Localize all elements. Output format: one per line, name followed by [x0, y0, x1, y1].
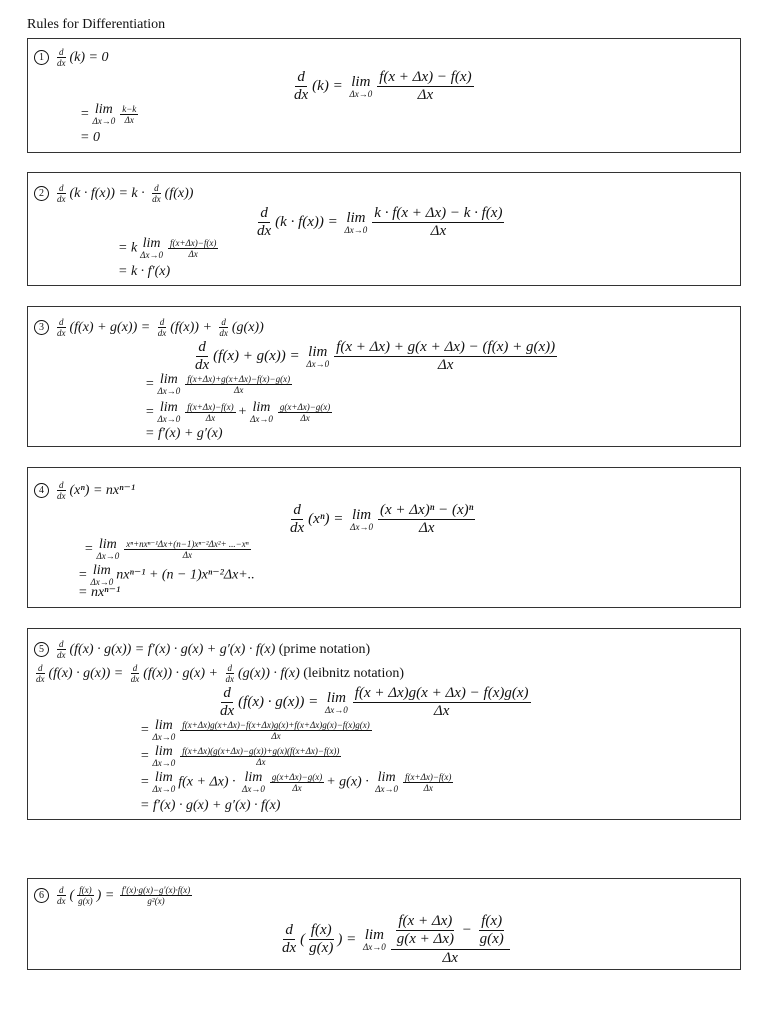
- rule-4-box: [27, 467, 741, 608]
- rule-2-statement: 2 $\frac{d}{dx}$ (k · f(x)) = k · $\frac{d}{dx}$ (f(x)): [34, 183, 193, 205]
- rule-5-definition: $\frac{d}{dx}$ (f(x) · g(x)) = lim Δx→0 $\frac{f(x + \Delta x)g(x + \Delta x) - f(x)g(x)}{\Delta x}$: [220, 685, 529, 720]
- rule-2-box: [27, 172, 741, 286]
- rule-4-step-1: = lim Δx→0 $\frac{\text{xⁿ+nxⁿ⁻¹Δx+(n−1)xⁿ⁻²Δx²+ ...−xⁿ}}{\Delta x}$: [84, 537, 249, 561]
- rule-3-step-2: = lim Δx→0 $\frac{f(x+\Delta x)-f(x)}{\Delta x}$ + lim Δx→0 $\frac{g(x+\Delta x)-g(x)}{\Delta x}$: [145, 400, 331, 424]
- rule-4-statement: 4 $\frac{d}{dx}$ (xⁿ) = nxⁿ⁻¹: [34, 480, 135, 502]
- rule-1-step-1: = lim Δx→0 $\frac{k-k}{\Delta x}$: [80, 102, 137, 126]
- rule-3-step-1: = lim Δx→0 $\frac{f(x+\Delta x)+g(x+\Delta x)-f(x)-g(x)}{\Delta x}$: [145, 372, 291, 396]
- rule-2-step-2: = k · f′(x): [118, 264, 171, 279]
- rule-number: 1: [34, 50, 49, 65]
- rule-5-step-1: = lim Δx→0 $\frac{f(x+\Delta x)g(x+\Delta x)-f(x+\Delta x)g(x)+f(x+\Delta x)g(x)-f(x)g(x)}{\Delta x}$: [140, 718, 370, 742]
- rule-4-step-3: = nxⁿ⁻¹: [78, 585, 121, 600]
- page-title: Rules for Differentiation: [27, 17, 166, 32]
- rule-3-step-3: = f′(x) + g′(x): [145, 426, 223, 441]
- rule-1-statement: 1 $\frac{d}{dx}$ (k) = 0: [34, 47, 109, 69]
- rule-1-box: [27, 38, 741, 153]
- rule-1-definition: $\frac{d}{dx}$ (k) = lim Δx→0 $\frac{f(x + \Delta x) - f(x)}{\Delta x}$: [294, 69, 472, 104]
- rule-3-definition: $\frac{d}{dx}$ (f(x) + g(x)) = lim Δx→0 $\frac{f(x + \Delta x) + g(x + \Delta x) - (f(x) + g(x))}{\Delta x}$: [195, 339, 556, 374]
- rule-3-box: [27, 306, 741, 447]
- rule-6-box: [27, 878, 741, 970]
- rule-5-step-4: = f′(x) · g(x) + g′(x) · f(x): [140, 798, 281, 813]
- rule-2-step-1: = k lim Δx→0 $\frac{f(x+\Delta x)-f(x)}{\Delta x}$: [118, 236, 217, 260]
- rule-1-step-2: = 0: [80, 130, 100, 145]
- rule-4-definition: $\frac{d}{dx}$ (xⁿ) = lim Δx→0 $\frac{\text{(x + Δx)ⁿ − (x)ⁿ}}{\Delta x}$: [290, 502, 474, 537]
- rule-number: 2: [34, 186, 49, 201]
- rule-5-step-3: = lim Δx→0 f(x + Δx) · lim Δx→0 $\frac{g(x+\Delta x)-g(x)}{\Delta x}$ + g(x) · lim Δx→0 $\frac{f(x+\Delta x)-f(x)}{\Delta x}$: [140, 770, 452, 794]
- rule-5-statement: 5 $\frac{d}{dx}$ (f(x) · g(x)) = f′(x) · g(x) + g′(x) · f(x) (prime notation): [34, 639, 370, 661]
- rule-5-leibnitz: $\frac{d}{dx}$ (f(x) · g(x)) = $\frac{d}{dx}$ (f(x)) · g(x) + $\frac{d}{dx}$ (g(x)) · f(x) (leibnitz notation): [36, 663, 404, 685]
- rule-6-statement: 6 $\frac{d}{dx}$ ( $\frac{f(x)}{g(x)}$ ) = $\frac{f'(x)\cdot g(x)-g'(x)\cdot f(x)}{\text{g²(x)}}$: [34, 885, 194, 907]
- rule-2-definition: $\frac{d}{dx}$ (k · f(x)) = lim Δx→0 $\frac{k \cdot f(x + \Delta x) - k \cdot f(x)}{\Delta x}$: [257, 205, 503, 240]
- rule-3-statement: 3 $\frac{d}{dx}$ (f(x) + g(x)) = $\frac{d}{dx}$ (f(x)) + $\frac{d}{dx}$ (g(x)): [34, 317, 264, 339]
- rule-number: 4: [34, 483, 49, 498]
- rule-number: 6: [34, 888, 49, 903]
- rule-number: 3: [34, 320, 49, 335]
- rule-5-box: [27, 628, 741, 820]
- rule-4-step-2: = lim Δx→0 nxⁿ⁻¹ + (n − 1)xⁿ⁻²Δx+..: [78, 563, 255, 587]
- rule-5-step-2: = lim Δx→0 $\frac{f(x+\Delta x)(g(x+\Delta x)-g(x))+g(x)(f(x+\Delta x)-f(x))}{\Delta x}$: [140, 744, 340, 768]
- rule-6-definition: $\frac{d}{dx}$ ( $\frac{f(x)}{g(x)}$ ) = lim Δx→0 $\frac{f(x + \Delta x)}{g(x + \Delta x)}$ − $\frac{f(x)}{g(x)}$ Δx: [278, 913, 512, 967]
- rule-number: 5: [34, 642, 49, 657]
